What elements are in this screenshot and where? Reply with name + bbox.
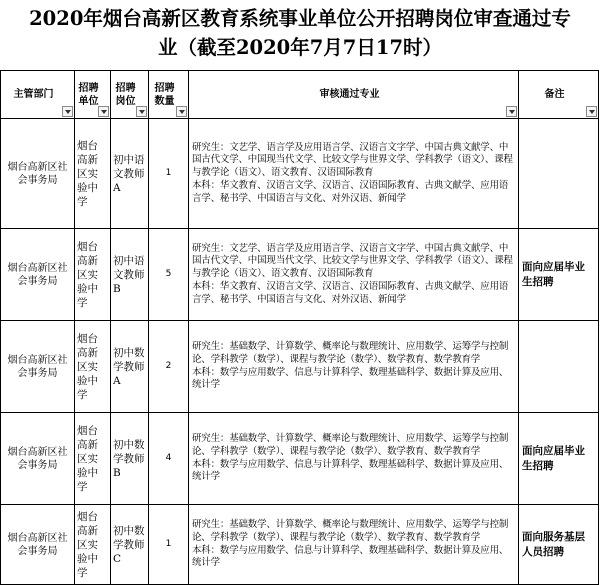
header-spec-label: 审核通过专业 xyxy=(319,89,380,100)
header-unit xyxy=(75,71,111,119)
cell-post: 初中语文教师B xyxy=(111,229,149,321)
filter-dropdown-icon[interactable] xyxy=(176,106,187,117)
spec-graduate: 研究生：文艺学、语言学及应用语言学、汉语言文字学、中国古典文献学、中国古代文学、中国现当代文学、比较文学与世界文学、学科教学（语文）、课程与教学论（语文）、语文教育、汉语国际教育 xyxy=(192,242,513,280)
header-note-label: 备注 xyxy=(544,89,565,100)
cell-unit: 烟台高新区实验中学 xyxy=(75,119,111,229)
cell-spec xyxy=(189,229,519,321)
positions-table xyxy=(0,70,599,585)
spec-undergraduate: 本科：华文教育、汉语言文学、汉语言、汉语国际教育、古典文献学、应用语言学、秘书学、中国语言与文化、对外汉语、新闻学 xyxy=(192,280,509,305)
cell-count: 4 xyxy=(149,413,189,505)
filter-dropdown-icon[interactable] xyxy=(586,106,597,117)
cell-dept: 烟台高新区社会事务局 xyxy=(1,505,75,585)
spec-graduate: 研究生：文艺学、语言学及应用语言学、汉语言文字学、中国古典文献学、中国古代文学、中国现当代文学、比较文学与世界文学、学科教学（语文）、课程与教学论（语文）、语文教育、汉语国际教育 xyxy=(192,141,513,179)
cell-post: 初中语文教师A xyxy=(111,119,149,229)
cell-dept: 烟台高新区社会事务局 xyxy=(1,321,75,413)
header-post xyxy=(111,71,149,119)
header-dept xyxy=(1,71,75,119)
spec-undergraduate: 本科：数学与应用数学、信息与计算科学、数理基础科学、数据计算及应用、统计学 xyxy=(192,458,509,483)
filter-dropdown-icon[interactable] xyxy=(136,106,147,117)
header-row xyxy=(1,71,599,119)
table-row xyxy=(1,229,599,321)
cell-post: 初中数学教师C xyxy=(111,505,149,585)
filter-dropdown-icon[interactable] xyxy=(98,106,109,117)
header-count xyxy=(149,71,189,119)
cell-spec xyxy=(189,119,519,229)
cell-unit: 烟台高新区实验中学 xyxy=(75,505,111,585)
spec-graduate: 研究生：基础数学、计算数学、概率论与数理统计、应用数学、运筹学与控制论、学科教学（数学）、课程与教学论（数学）、数学教育、数学教育学 xyxy=(192,340,509,365)
cell-spec xyxy=(189,505,519,585)
cell-count: 5 xyxy=(149,229,189,321)
header-note xyxy=(519,71,599,119)
header-count-label: 招聘数量 xyxy=(154,82,175,107)
cell-count: 2 xyxy=(149,321,189,413)
title-line-2: 业（截至2020年7月7日17时） xyxy=(157,36,443,59)
document-title xyxy=(0,0,600,68)
cell-count: 1 xyxy=(149,119,189,229)
cell-spec xyxy=(189,413,519,505)
cell-dept: 烟台高新区社会事务局 xyxy=(1,229,75,321)
spec-graduate: 研究生：基础数学、计算数学、概率论与数理统计、应用数学、运筹学与控制论、学科教学（数学）、课程与教学论（数学）、数学教育、数学教育学 xyxy=(192,432,509,457)
cell-note: 面向服务基层人员招聘 xyxy=(519,505,599,585)
table-row xyxy=(1,413,599,505)
cell-unit: 烟台高新区实验中学 xyxy=(75,229,111,321)
header-spec xyxy=(189,71,519,119)
cell-unit: 烟台高新区实验中学 xyxy=(75,321,111,413)
header-unit-label: 招聘单位 xyxy=(78,82,99,107)
spec-undergraduate: 本科：华文教育、汉语言文学、汉语言、汉语国际教育、古典文献学、应用语言学、秘书学、中国语言与文化、对外汉语、新闻学 xyxy=(192,179,509,204)
filter-dropdown-icon[interactable] xyxy=(506,106,517,117)
cell-spec xyxy=(189,321,519,413)
spec-undergraduate: 本科：数学与应用数学、信息与计算科学、数理基础科学、数据计算及应用、统计学 xyxy=(192,366,509,391)
spec-graduate: 研究生：基础数学、计算数学、概率论与数理统计、应用数学、运筹学与控制论、学科教学（数学）、课程与教学论（数学）、数学教育、数学教育学 xyxy=(192,518,509,543)
cell-post: 初中数学教师B xyxy=(111,413,149,505)
filter-dropdown-icon[interactable] xyxy=(62,106,73,117)
spec-undergraduate: 本科：数学与应用数学、信息与计算科学、数理基础科学、数据计算及应用、统计学 xyxy=(192,544,509,569)
table-row xyxy=(1,505,599,585)
cell-note: 面向应届毕业生招聘 xyxy=(519,413,599,505)
cell-post: 初中数学教师A xyxy=(111,321,149,413)
table-row xyxy=(1,119,599,229)
table-row xyxy=(1,321,599,413)
cell-note xyxy=(519,119,599,229)
cell-dept: 烟台高新区社会事务局 xyxy=(1,413,75,505)
cell-unit: 烟台高新区实验中学 xyxy=(75,413,111,505)
cell-note xyxy=(519,321,599,413)
title-line-1: 2020年烟台高新区教育系统事业单位公开招聘岗位审查通过专 xyxy=(29,7,571,30)
cell-count: 1 xyxy=(149,505,189,585)
cell-dept: 烟台高新区社会事务局 xyxy=(1,119,75,229)
header-post-label: 招聘岗位 xyxy=(115,82,136,107)
header-dept-label: 主管部门 xyxy=(13,89,54,100)
cell-note: 面向应届毕业生招聘 xyxy=(519,229,599,321)
